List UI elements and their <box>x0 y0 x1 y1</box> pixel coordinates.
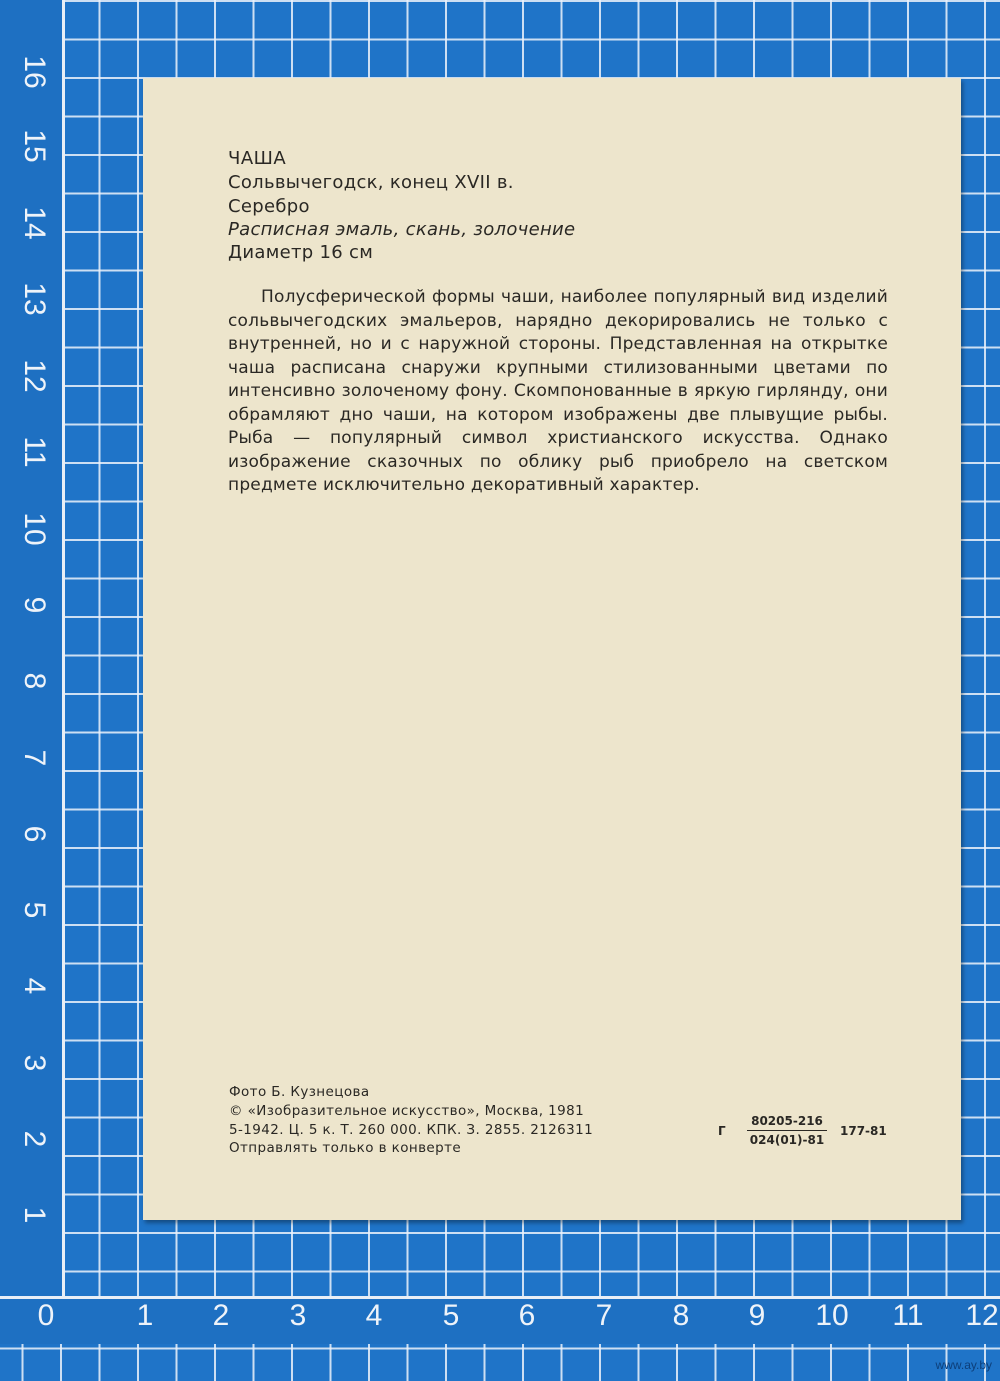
ruler-mark: 15 <box>18 129 51 163</box>
ruler-mark: 4 <box>365 1299 383 1332</box>
technique: Расписная эмаль, скань, золочение <box>228 219 576 240</box>
ruler-mark: 5 <box>442 1299 460 1332</box>
mailing-note: Отправлять только в конверте <box>229 1140 462 1156</box>
print-info: 5-1942. Ц. 5 к. Т. 260 000. КПК. З. 2855. 2126311 <box>229 1122 594 1138</box>
ruler-mark: 5 <box>18 901 51 919</box>
ruler-mark: 16 <box>18 55 51 89</box>
ruler-mark: 3 <box>18 1054 51 1072</box>
artwork-description: Полусферической формы чаши, наиболее популярный вид изделий сольвычегодских эмальеров, нарядно декорировались не только с внутренней, но и с наружной стороны. Представленная на открытке чаша расписана снаружи крупными стилизованными цветами по интенсивно золоченому фону. Скомпонованные в яркую гирлянду, они обрамляют дно чаши, на котором изображены две плывущие рыбы. Рыба — популярный символ христианского искусства. Однако изображение сказочных по облику рыб приобрело на светском предмете исключительно декоративный характер. <box>228 287 888 495</box>
ruler-mark: 9 <box>18 596 51 614</box>
ruler-mark: 7 <box>595 1299 613 1332</box>
ruler-mark: 6 <box>18 825 51 843</box>
site-watermark: www.ay.by <box>935 1358 992 1372</box>
ruler-mark: 13 <box>18 282 51 316</box>
ruler-mark: 10 <box>815 1299 849 1332</box>
ruler-mark: 8 <box>18 672 51 690</box>
ruler-mark: 14 <box>18 206 51 240</box>
ruler-mark: 7 <box>18 749 51 767</box>
catalog-fraction <box>747 1114 827 1147</box>
photo-credit: Фото Б. Кузнецова <box>229 1084 370 1100</box>
ruler-mark: 11 <box>892 1299 924 1332</box>
ruler-mark: 1 <box>136 1299 154 1332</box>
ruler-mark: 2 <box>212 1299 230 1332</box>
ruler-mark: 0 <box>37 1299 55 1332</box>
ruler-mark: 2 <box>18 1130 51 1148</box>
ruler-mark: 12 <box>18 359 51 393</box>
ruler-mark: 1 <box>18 1206 51 1224</box>
fraction-bar <box>747 1130 827 1131</box>
ruler-mark: 4 <box>18 977 51 995</box>
ruler-mark: 11 <box>18 436 51 468</box>
ruler-mark: 9 <box>748 1299 766 1332</box>
material: Серебро <box>228 196 310 217</box>
catalog-denominator: 024(01)-81 <box>749 1133 825 1147</box>
catalog-side-code: 177-81 <box>840 1124 887 1138</box>
publisher-line: © «Изобразительное искусство», Москва, 1981 <box>229 1103 585 1119</box>
catalog-letter: Г <box>718 1124 726 1138</box>
artwork-title: ЧАША <box>228 148 287 169</box>
catalog-numerator: 80205-216 <box>751 1114 823 1128</box>
ruler-mark: 12 <box>965 1299 999 1332</box>
ruler-mark: 10 <box>18 512 51 546</box>
ruler-mark: 3 <box>289 1299 307 1332</box>
ruler-mark: 8 <box>672 1299 690 1332</box>
dimensions: Диаметр 16 см <box>228 242 374 263</box>
postcard-back <box>143 78 961 1220</box>
ruler-mark: 6 <box>518 1299 536 1332</box>
place-date: Сольвычегодск, конец XVII в. <box>228 172 514 193</box>
